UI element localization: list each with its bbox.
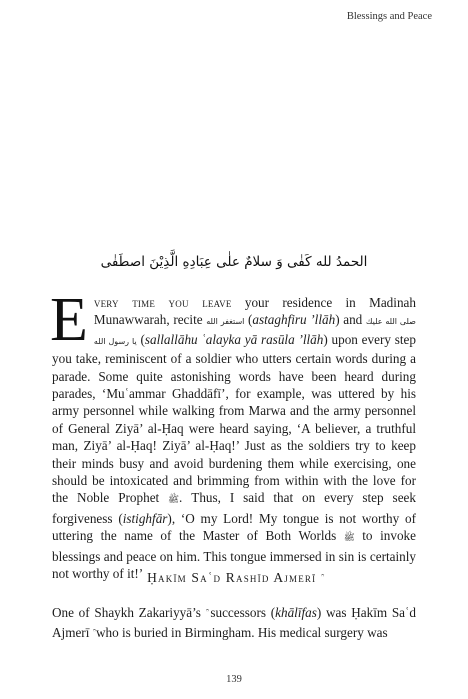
arabic-istighfar: استغفر الله xyxy=(206,317,245,327)
section-paragraph xyxy=(52,604,416,645)
text-run: to invoke blessings and peace on him. This tongue immersed in sin is certainly not worthy of it!’ xyxy=(52,528,417,582)
arabic-heading: الحمدُ لله كَفٰى وَ سلامٌ علٰى عِبَادِهِ الَّذِيْنَ اصطَفٰى xyxy=(100,254,368,270)
honorific-icon: ﷺ xyxy=(168,495,180,506)
page-number: 139 xyxy=(226,674,242,685)
section-heading-text: Ḥakīm Saʿd Rashīd Ajmerī xyxy=(147,570,317,585)
text-run: One of Shaykh Zakariyyā’s xyxy=(52,605,206,620)
text-run: who is buried in Birmingham. His medical surgery was xyxy=(92,625,388,641)
text-run: ) upon every step you take, reminiscent of a soldier who utters certain words during a parade. Some quite astonishing words have been heard during parades, ‘Muʿammar Ghaddāfī’, for example, was uttered by his army personnel while walking from Marwa and the army personnel of General Ziyā’ al-Ḥaq were heard saying, ‘A believer, a truthful man, Ziyā’ al-Ḥaq! Ziyā’ al-Ḥaq!’ Just as the soldiers try to keep their minds busy and avoid burdening them while exercising, one should be intoxicated and brimming from within with the love for the Noble Prophet xyxy=(52,331,416,506)
khalifas-word: khālīfas xyxy=(275,605,317,620)
main-paragraph xyxy=(50,286,417,583)
text-run: successors ( xyxy=(205,605,276,620)
drop-cap: E xyxy=(50,286,88,354)
text-run: your residence in Madinah Munawwarah, recite xyxy=(93,295,416,328)
text-run: . Thus, I said that on every step seek forgiveness ( xyxy=(52,490,416,526)
text-run: ), ‘O my Lord! My tongue is not worthy of uttering the name of the Master of Both Worlds xyxy=(52,510,416,544)
istighfar-word: istighfār xyxy=(122,510,168,526)
text-run: ( xyxy=(136,331,145,347)
salawat-transliteration: sallallāhu ʿalayka yā rasūla ’llāh xyxy=(144,331,324,347)
text-run: ) was Ḥakīm Saʿd Ajmerī xyxy=(52,605,417,641)
istighfar-transliteration: astaghfiru ’llāh xyxy=(252,312,336,328)
smallcaps-lead: very time you leave xyxy=(93,295,232,310)
text-run: ( xyxy=(244,312,253,328)
text-run: ) and xyxy=(335,312,366,328)
honorific-icon: ﷺ xyxy=(343,533,355,544)
arabic-salawat: صلى الله عليك يا رسول الله xyxy=(93,317,416,346)
section-heading xyxy=(0,570,468,586)
running-head: Blessings and Peace xyxy=(346,11,432,22)
